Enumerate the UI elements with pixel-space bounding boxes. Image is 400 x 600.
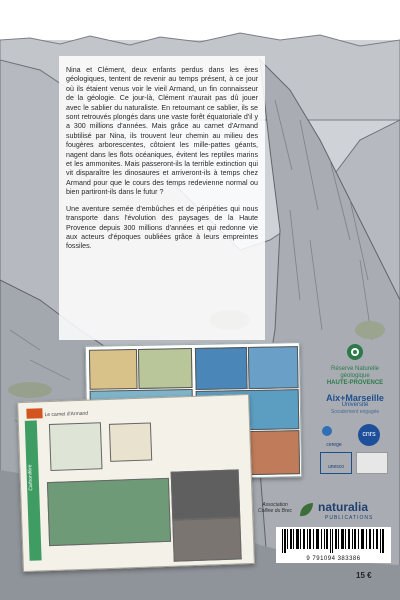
partner-logos	[318, 343, 392, 472]
geopark-logo	[356, 452, 388, 474]
amu-logo	[318, 395, 392, 416]
amu-name: Aix+Marseille	[326, 393, 384, 403]
period-side-tab	[25, 420, 42, 560]
amu-universite: Université	[341, 402, 369, 408]
fossil-photo-1	[171, 469, 241, 519]
side-tab-label: Carbonifère	[27, 464, 35, 491]
leaf-icon	[296, 500, 316, 520]
fossil-sketch	[49, 422, 103, 471]
fossil-photo-2	[172, 517, 241, 561]
price: 15 €	[356, 571, 372, 580]
blurb-paragraph-1: Nina et Clément, deux enfants perdus dans les ères géologiques, tentent de revenir au temps présent, à ce jour où ils étaient venus voir le vieil Armand, un fin connaisseur de la géologie. Ce jour-là, Clément n'aurait pas dû jouer avec le sablier du naturaliste. En retournant ce sablier, ils se sont retrouvés plongés dans une vaste forêt équatoriale d'il y a 300 millions d'années. Mais grâce au carnet d'Armand subtilisé par Nina, ils trouvent leur chemin au milieu des fougères arborescentes, côtoient les mille-pattes géants, nagent dans les flots océaniques, évitent les reptiles marins et les ammonites. Mais passeront-ils la terrible extinction qui vit disparaître les dinosaures et arriveront-ils à temps chez Armand pour que le cours des temps redevienne normal ou bien partiront-ils dans le futur ?	[66, 66, 258, 197]
barcode-icon	[276, 527, 391, 553]
isbn-barcode	[276, 527, 391, 563]
amu-tagline: Socialement engagée	[330, 409, 380, 415]
cnrs-logo: cnrs	[358, 424, 380, 446]
insect-sketch	[109, 422, 152, 461]
publisher-sub: PUBLICATIONS	[325, 515, 374, 521]
reserve-name: Réserve Naturelle géologique	[330, 366, 380, 379]
association-logo: Association Colline du Brec	[258, 502, 292, 514]
carnet-page-preview	[17, 394, 255, 572]
reserve-region: HAUTE-PROVENCE	[326, 380, 384, 386]
cerege-logo	[320, 424, 348, 446]
unesco-logo	[320, 452, 352, 474]
card-title: Le carnet d'Armand	[44, 410, 89, 419]
blurb-paragraph-2: Une aventure semée d'embûches et de péripéties qui nous transporte dans l'évolution des paysages de la Haute Provence depuis 300 millions d'années et qui redonne vie aux acteurs d'époques oubliées grâce à leurs empreintes fossiles.	[66, 204, 258, 251]
forest-illustration	[47, 478, 171, 546]
globe-icon	[320, 425, 334, 437]
isbn-number: 9 791094 383386	[306, 556, 361, 562]
unesco-label: unesco	[327, 464, 345, 470]
reserve-logo	[318, 343, 392, 387]
ammonite-icon	[346, 343, 364, 361]
blurb-text	[66, 66, 258, 259]
unesco-logos	[318, 452, 392, 472]
cerege-label: cerege	[326, 442, 342, 448]
publisher-name: naturalia	[318, 500, 369, 514]
tag-marker	[26, 408, 42, 419]
cerege-cnrs-logos	[318, 424, 392, 446]
